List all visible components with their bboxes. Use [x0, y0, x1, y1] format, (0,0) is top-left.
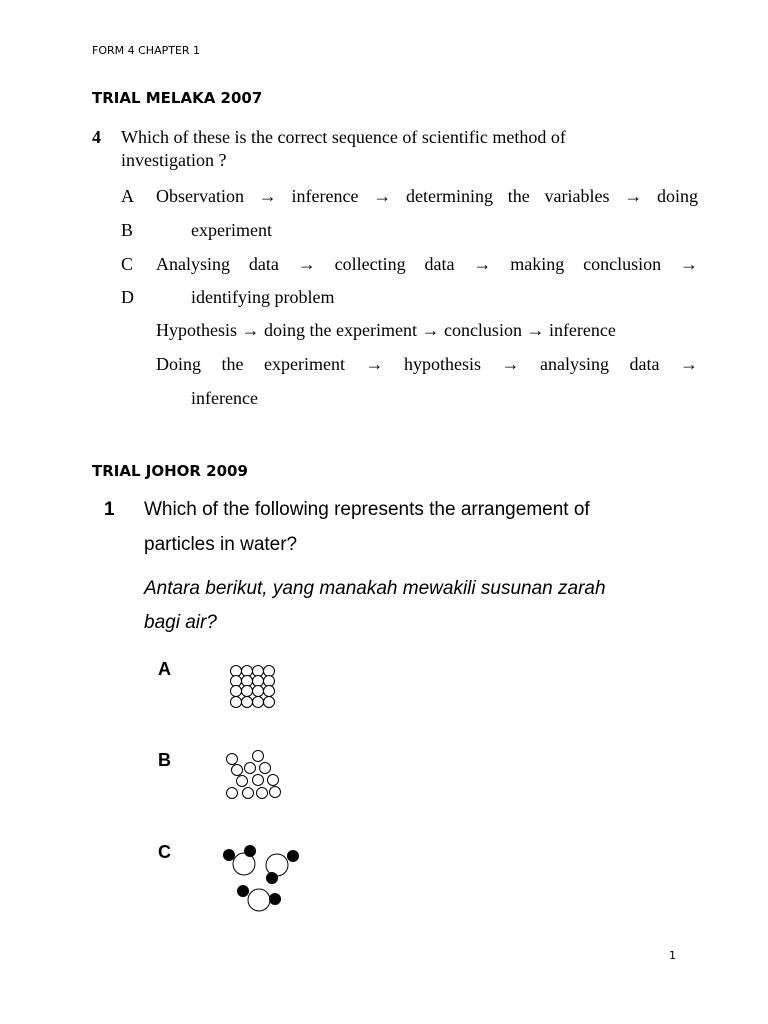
answer-option-b-label: B — [158, 750, 171, 770]
page-number: 1 — [669, 949, 676, 962]
question-number-4: 4 — [92, 127, 101, 147]
water-molecules-diagram — [218, 842, 302, 914]
particles-lattice-diagram — [225, 660, 285, 714]
question-4-text-line2: investigation ? — [121, 150, 227, 170]
question-4-text-line1: Which of these is the correct sequence of scientific method of — [121, 127, 566, 147]
option-letter-a: A — [121, 186, 134, 206]
option-line-1: Observation → inference → determining the variables → doing — [156, 186, 698, 206]
section-title-melaka: TRIAL MELAKA 2007 — [92, 89, 263, 107]
answer-option-a-label: A — [158, 659, 171, 679]
option-line-7: inference — [191, 388, 258, 408]
option-line-4: identifying problem — [191, 287, 335, 307]
option-line-5: Hypothesis → doing the experiment → conclusion → inference — [156, 320, 616, 340]
option-line-2: experiment — [191, 220, 272, 240]
chapter-header: FORM 4 CHAPTER 1 — [92, 44, 201, 57]
option-line-6: Doing the experiment → hypothesis → analysing data → — [156, 354, 698, 374]
option-letter-b: B — [121, 220, 134, 240]
section-title-johor: TRIAL JOHOR 2009 — [92, 462, 248, 480]
question-1-text-line1: Which of the following represents the arrangement of — [144, 499, 590, 520]
question-1-text-line2: particles in water? — [144, 534, 298, 555]
particles-loose-diagram — [220, 748, 286, 802]
answer-option-c-label: C — [158, 842, 171, 862]
option-line-3: Analysing data → collecting data → making conclusion → — [156, 254, 698, 274]
question-1-malay-line2: bagi air? — [144, 612, 217, 633]
option-letter-d: D — [121, 287, 134, 307]
question-number-1: 1 — [104, 499, 115, 520]
option-letter-c: C — [121, 254, 134, 274]
question-1-malay-line1: Antara berikut, yang manakah mewakili susunan zarah — [144, 578, 606, 599]
